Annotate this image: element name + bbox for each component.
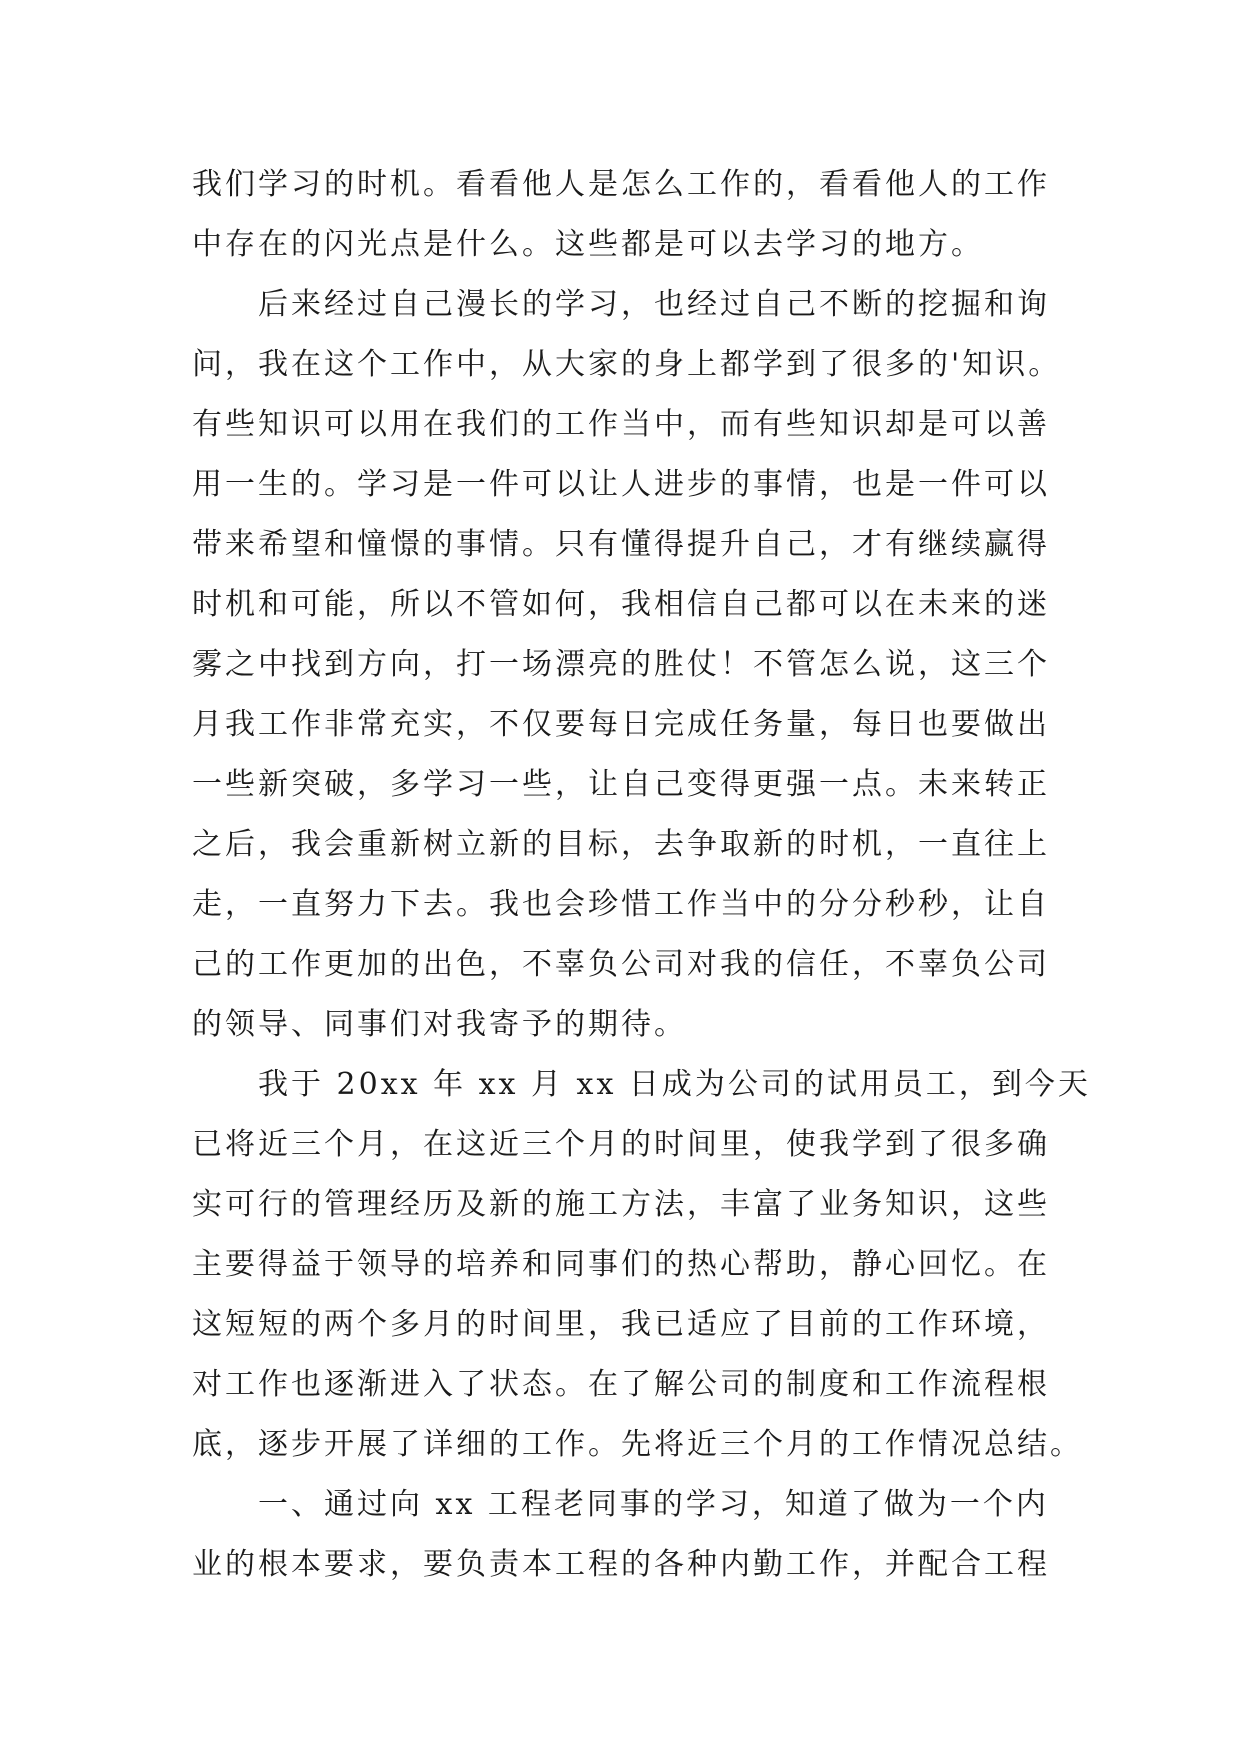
text-line: 我们学习的时机。看看他人是怎么工作的，看看他人的工作 (192, 167, 1050, 202)
text-line: 对工作也逐渐进入了状态。在了解公司的制度和工作流程根 (192, 1367, 1050, 1402)
text-line: 业的根本要求，要负责本工程的各种内勤工作，并配合工程 (192, 1547, 1050, 1582)
text-line: 用一生的。学习是一件可以让人进步的事情，也是一件可以 (192, 467, 1050, 502)
text-line: 之后，我会重新树立新的目标，去争取新的时机，一直往上 (192, 827, 1050, 862)
text-line: 我于 20xx 年 xx 月 xx 日成为公司的试用员工，到今天 (192, 1067, 1091, 1102)
text-line: 雾之中找到方向，打一场漂亮的胜仗！不管怎么说，这三个 (192, 647, 1050, 682)
text-line: 月我工作非常充实，不仅要每日完成任务量，每日也要做出 (192, 707, 1050, 742)
text-line: 的领导、同事们对我寄予的期待。 (192, 1007, 687, 1042)
text-line: 中存在的闪光点是什么。这些都是可以去学习的地方。 (192, 227, 984, 262)
text-line: 带来希望和憧憬的事情。只有懂得提升自己，才有继续赢得 (192, 527, 1050, 562)
body-text (192, 155, 1091, 1595)
text-line: 一、通过向 xx 工程老同事的学习，知道了做为一个内 (192, 1487, 1049, 1522)
text-line: 走，一直努力下去。我也会珍惜工作当中的分分秒秒，让自 (192, 887, 1050, 922)
text-line: 问，我在这个工作中，从大家的身上都学到了很多的'知识。 (192, 347, 1062, 382)
text-line: 一些新突破，多学习一些，让自己变得更强一点。未来转正 (192, 767, 1050, 802)
text-line: 底，逐步开展了详细的工作。先将近三个月的工作情况总结。 (192, 1427, 1083, 1462)
text-line: 已将近三个月，在这近三个月的时间里，使我学到了很多确 (192, 1127, 1050, 1162)
text-line: 己的工作更加的出色，不辜负公司对我的信任，不辜负公司 (192, 947, 1050, 982)
text-line: 后来经过自己漫长的学习，也经过自己不断的挖掘和询 (192, 287, 1050, 322)
text-line: 实可行的管理经历及新的施工方法，丰富了业务知识，这些 (192, 1187, 1050, 1222)
text-line: 时机和可能，所以不管如何，我相信自己都可以在未来的迷 (192, 587, 1050, 622)
text-line: 这短短的两个多月的时间里，我已适应了目前的工作环境， (192, 1307, 1050, 1342)
text-line: 有些知识可以用在我们的工作当中，而有些知识却是可以善 (192, 407, 1050, 442)
text-line: 主要得益于领导的培养和同事们的热心帮助，静心回忆。在 (192, 1247, 1050, 1282)
